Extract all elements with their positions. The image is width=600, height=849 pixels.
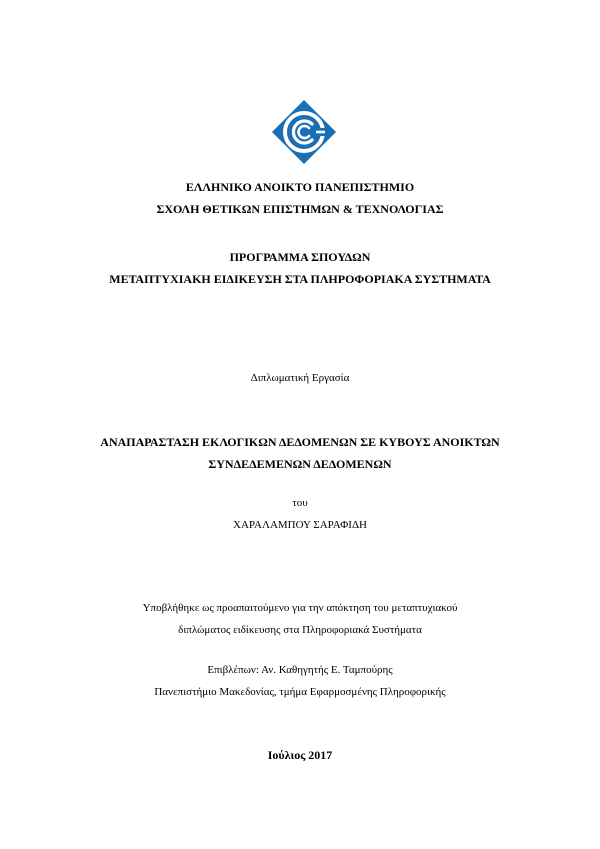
thesis-title-line1: ΑΝΑΠΑΡΑΣΤΑΣΗ ΕΚΛΟΓΙΚΩΝ ΔΕΔΟΜΕΝΩΝ ΣΕ ΚΥΒΟΥΣ ΑΝΟΙΚΤΩΝ	[100, 435, 500, 449]
program-title: ΠΡΟΓΡΑΜΜΑ ΣΠΟΥΔΩΝ	[229, 250, 371, 264]
author-name: ΧΑΡΑΛΑΜΠΟΥ ΣΑΡΑΦΙΔΗ	[233, 519, 367, 531]
supervisor-line2: Πανεπιστήμιο Μακεδονίας, τμήμα Εφαρμοσμένης Πληροφορικής	[154, 686, 446, 698]
submission-line2: διπλώματος ειδίκευσης στα Πληροφοριακά Συστήματα	[178, 624, 422, 636]
university-logo-icon	[272, 100, 336, 164]
thesis-title-line2: ΣΥΝΔΕΔΕΜΕΝΩΝ ΔΕΔΟΜΕΝΩΝ	[208, 457, 392, 471]
university-name: ΕΛΛΗΝΙΚΟ ΑΝΟΙΚΤΟ ΠΑΝΕΠΙΣΤΗΜΙΟ	[185, 180, 415, 194]
submission-date: Ιούλιος 2017	[267, 748, 333, 762]
school-name: ΣΧΟΛΗ ΘΕΤΙΚΩΝ ΕΠΙΣΤΗΜΩΝ & ΤΕΧΝΟΛΟΓΙΑΣ	[156, 202, 444, 216]
supervisor-line1: Επιβλέπων: Αν. Καθηγητής Ε. Ταμπούρης	[207, 664, 393, 676]
by-label: του	[292, 497, 308, 509]
submission-line1: Υποβλήθηκε ως προαπαιτούμενο για την απόκτηση του μεταπτυχιακού	[142, 602, 458, 614]
program-specialization: ΜΕΤΑΠΤΥΧΙΑΚΗ ΕΙΔΙΚΕΥΣΗ ΣΤΑ ΠΛΗΡΟΦΟΡΙΑΚΑ ΣΥΣΤΗΜΑΤΑ	[109, 272, 491, 286]
thesis-type: Διπλωματική Εργασία	[250, 372, 350, 384]
